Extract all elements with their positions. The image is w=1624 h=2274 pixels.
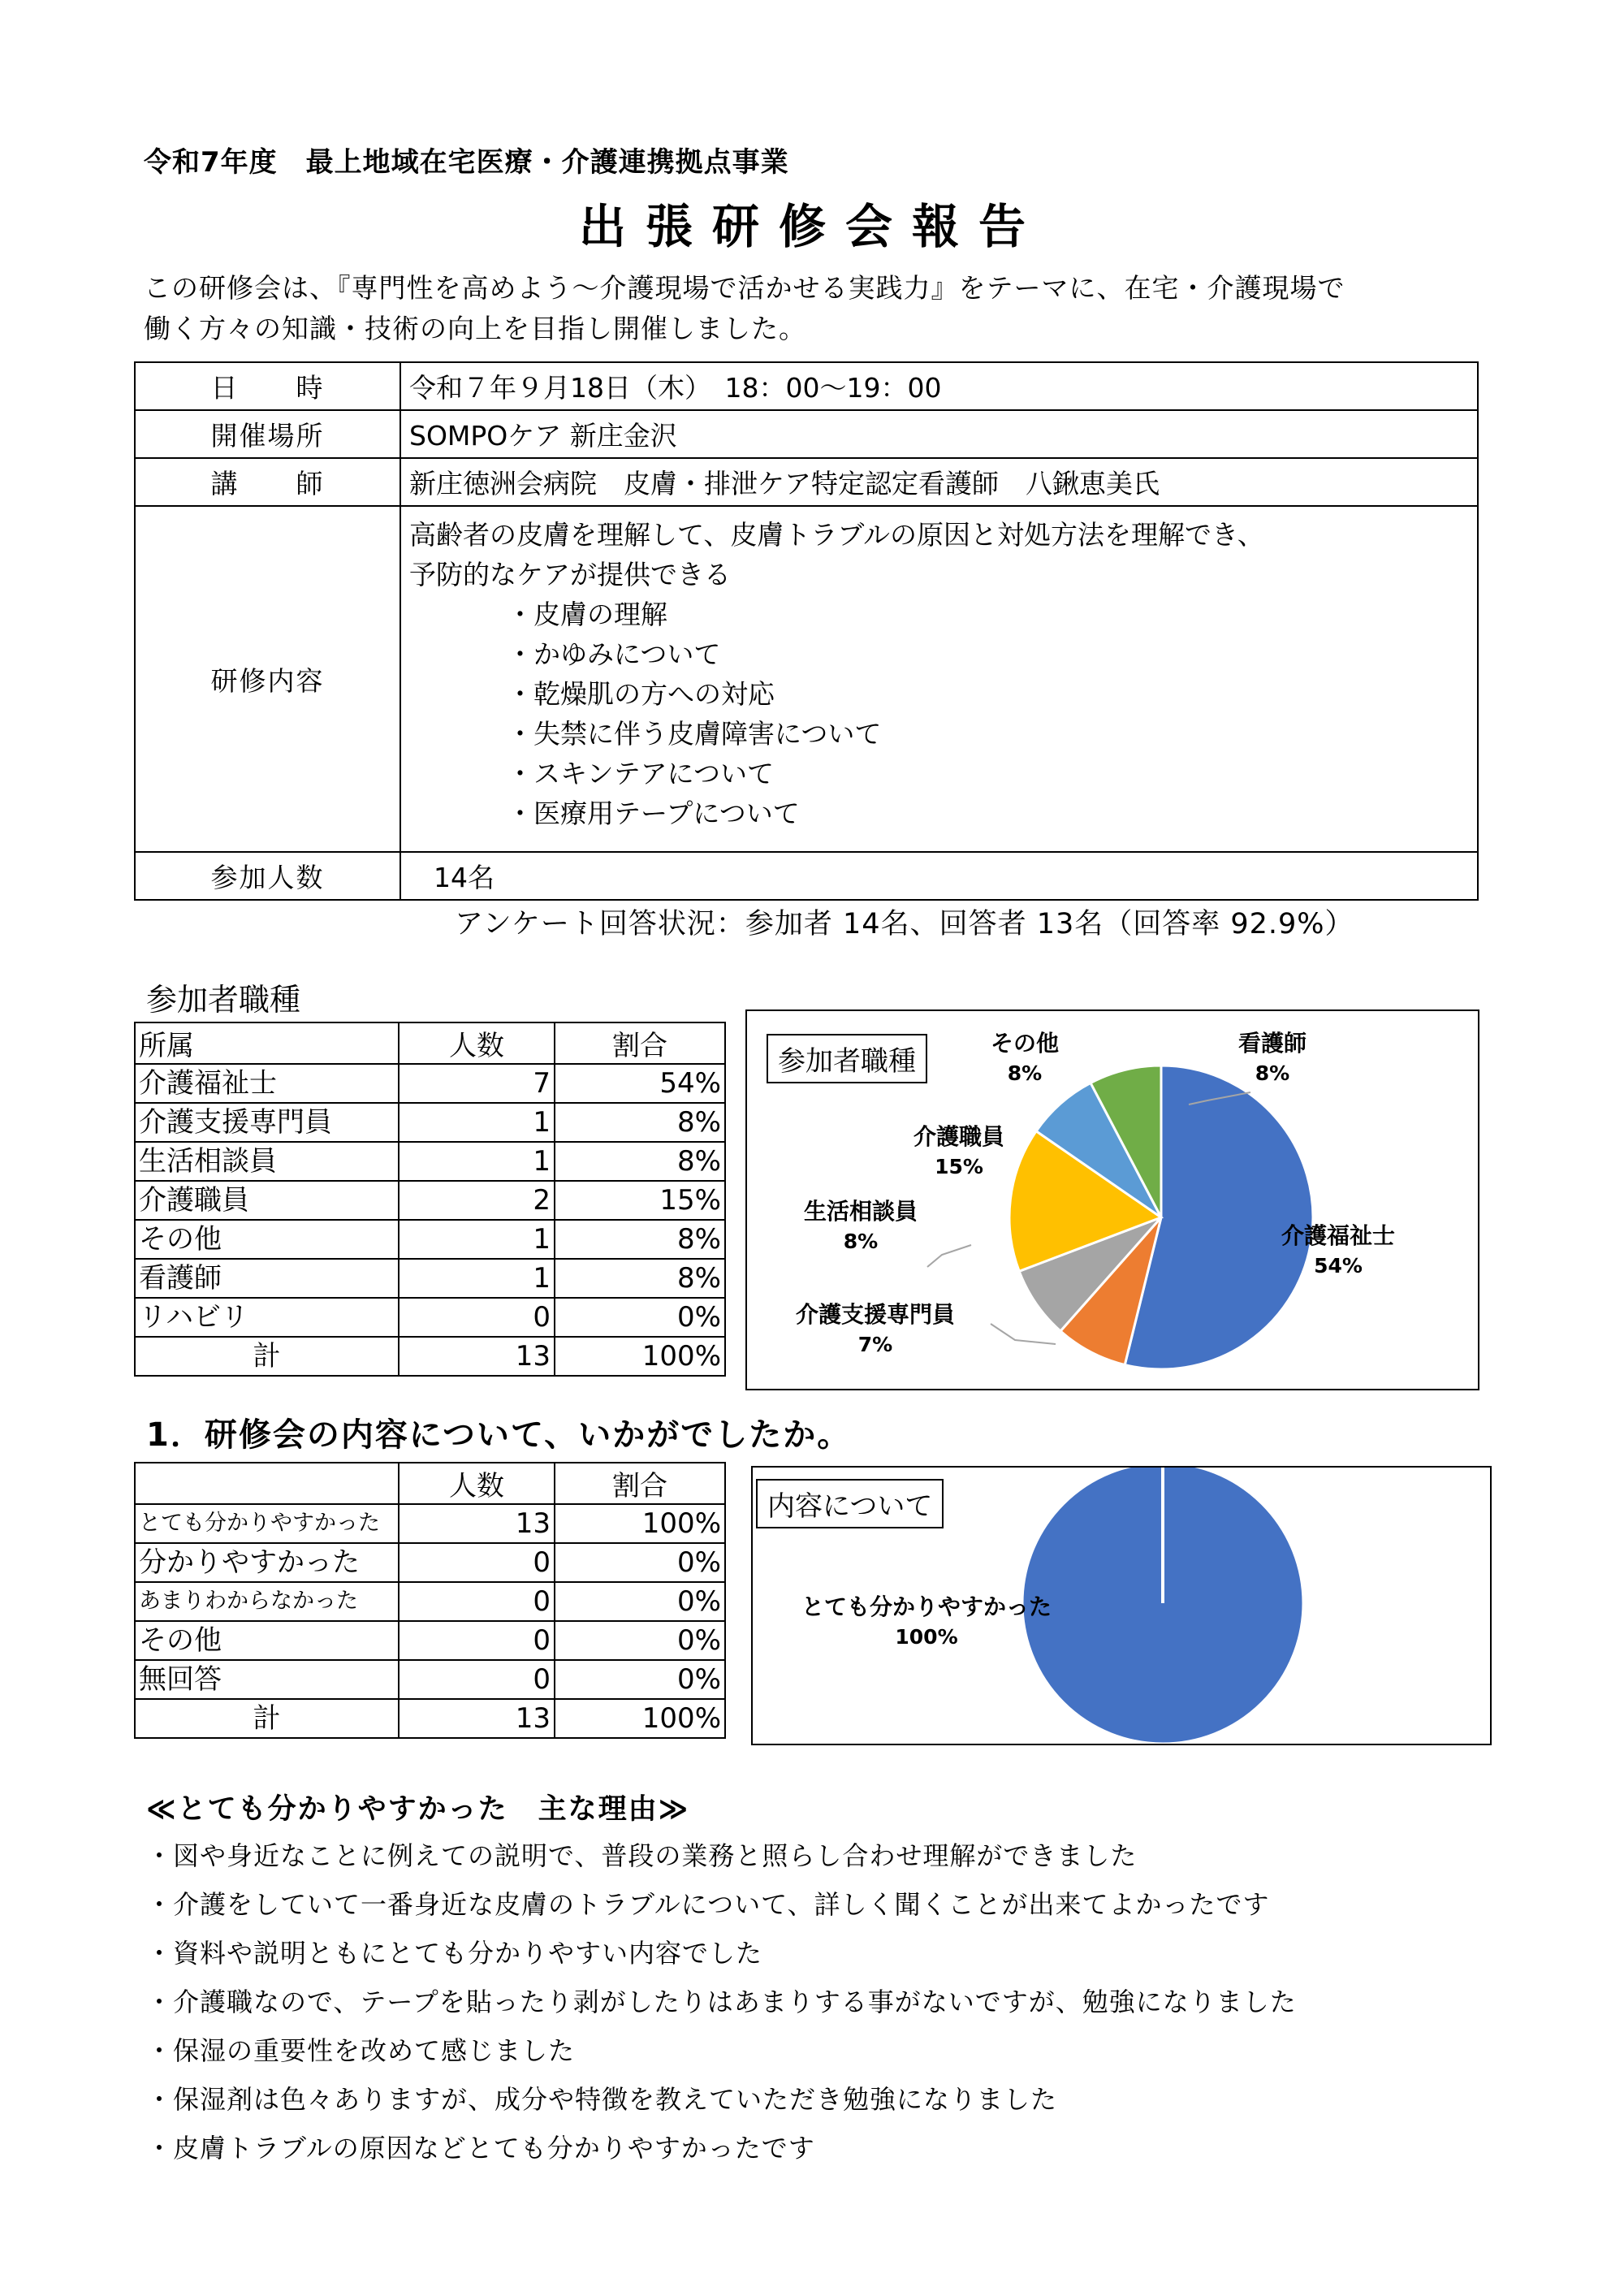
question1-table: [134, 1462, 726, 1739]
participants-chart: [745, 1009, 1479, 1390]
list-item: ・介護をしていて一番身近な皮膚のトラブルについて、詳しく聞くことが出来てよかったです: [146, 1889, 1270, 1920]
cell-count: 1: [399, 1103, 555, 1142]
content-item: ・乾燥肌の方への対応: [507, 678, 775, 710]
chart-title: 内容について: [756, 1479, 944, 1528]
intro-line: この研修会は、『専門性を高めよう～介護現場で活かせる実践力』をテーマに、在宅・介護現場で: [144, 272, 1345, 304]
cell-answer: あまりわからなかった: [135, 1582, 399, 1621]
place-label: 開催場所: [135, 410, 400, 458]
table-header: 割合: [555, 1022, 725, 1064]
place-value: SOMPOケア 新庄金沢: [400, 410, 1478, 458]
date-label: 日 時: [135, 362, 400, 410]
cell-role: 生活相談員: [135, 1142, 399, 1181]
table-row: [135, 1543, 725, 1582]
list-item: ・図や身近なことに例えての説明で、普段の業務と照らし合わせ理解ができました: [146, 1840, 1138, 1871]
cell-count: 0: [399, 1621, 555, 1660]
cell-role: 介護支援専門員: [135, 1103, 399, 1142]
participants-section-label: 参加者職種: [146, 982, 301, 1018]
pie-label-kaigo-shokuin: [914, 1119, 1004, 1178]
cell-total-count: 13: [399, 1699, 555, 1738]
table-header: 人数: [399, 1022, 555, 1064]
cell-role: リハビリ: [135, 1298, 399, 1337]
label-pct: 8%: [843, 1230, 879, 1253]
list-item: ・保湿剤は色々ありますが、成分や特徴を教えていただき勉強になりました: [146, 2084, 1058, 2115]
list-item: ・皮膚トラブルの原因などとても分かりやすかったです: [146, 2133, 815, 2164]
table-row: [135, 1621, 725, 1660]
label-pct: 8%: [1255, 1061, 1290, 1085]
content-item: ・かゆみについて: [507, 638, 721, 670]
leader-line: [927, 1245, 971, 1267]
cell-pct: 8%: [555, 1220, 725, 1259]
table-header: [135, 1463, 399, 1504]
cell-pct: 8%: [555, 1103, 725, 1142]
cell-count: 1: [399, 1142, 555, 1181]
table-row: [135, 1298, 725, 1337]
cell-count: 1: [399, 1259, 555, 1298]
reasons-list: [146, 1831, 1297, 2172]
table-row: [135, 1064, 725, 1103]
label-name: 介護福祉士: [1281, 1222, 1396, 1249]
cell-pct: 0%: [555, 1660, 725, 1699]
survey-status: アンケート回答状況：参加者 14名、回答者 13名（回答率 92.9%）: [455, 908, 1354, 940]
cell-pct: 15%: [555, 1181, 725, 1220]
cell-role: 介護職員: [135, 1181, 399, 1220]
cell-role: 看護師: [135, 1259, 399, 1298]
pie-label-very-clear: [801, 1589, 1052, 1649]
cell-total-count: 13: [399, 1337, 555, 1376]
pie-label-sonota: [991, 1026, 1059, 1085]
label-pct: 7%: [857, 1333, 893, 1356]
list-item: ・保湿の重要性を改めて感じました: [146, 2035, 576, 2066]
table-header: 所属: [135, 1022, 399, 1064]
lecturer-value: 新庄徳洲会病院 皮膚・排泄ケア特定認定看護師 八鍬恵美氏: [400, 458, 1478, 506]
cell-answer: 分かりやすかった: [135, 1543, 399, 1582]
reasons-heading: ≪とても分かりやすかった 主な理由≫: [146, 1793, 690, 1826]
cell-pct: 100%: [555, 1504, 725, 1543]
pie-label-kangoshi: [1238, 1026, 1307, 1085]
content-item: ・失禁に伴う皮膚障害について: [507, 718, 882, 750]
count-value: 14名: [400, 852, 1478, 900]
label-pct: 54%: [1314, 1254, 1363, 1278]
cell-count: 2: [399, 1181, 555, 1220]
participants-table: [134, 1022, 726, 1377]
pie-label-kaigo-fukushi: [1281, 1218, 1395, 1278]
cell-answer: 無回答: [135, 1660, 399, 1699]
label-name: 介護支援専門員: [796, 1301, 956, 1328]
cell-count: 0: [399, 1582, 555, 1621]
table-row: [135, 1259, 725, 1298]
count-label: 参加人数: [135, 852, 400, 900]
cell-count: 0: [399, 1660, 555, 1699]
table-total-row: [135, 1699, 725, 1738]
chart-title: 参加者職種: [767, 1034, 927, 1083]
cell-pct: 0%: [555, 1582, 725, 1621]
content-line: 高齢者の皮膚を理解して、皮膚トラブルの原因と対処方法を理解でき、: [409, 519, 1264, 551]
content-item: ・医療用テープについて: [507, 798, 800, 829]
label-pct: 15%: [935, 1155, 983, 1178]
cell-total-pct: 100%: [555, 1699, 725, 1738]
label-pct: 8%: [1007, 1061, 1043, 1085]
page-title: 出張研修会報告: [578, 199, 1045, 254]
table-row: [135, 1142, 725, 1181]
label-name: 看護師: [1238, 1030, 1307, 1057]
table-header: 人数: [399, 1463, 555, 1504]
table-row: [135, 1660, 725, 1699]
cell-count: 7: [399, 1064, 555, 1103]
intro-line: 働く方々の知識・技術の向上を目指し開催しました。: [144, 313, 806, 344]
cell-answer: とても分かりやすかった: [135, 1504, 399, 1543]
content-line: 予防的なケアが提供できる: [409, 559, 731, 590]
cell-pct: 54%: [555, 1064, 725, 1103]
table-row: [135, 1504, 725, 1543]
cell-answer: その他: [135, 1621, 399, 1660]
cell-total-label: 計: [135, 1337, 399, 1376]
pie-label-kaigo-shien: [796, 1297, 955, 1356]
table-row: [135, 1181, 725, 1220]
table-header: 割合: [555, 1463, 725, 1504]
label-name: とても分かりやすかった: [801, 1593, 1052, 1620]
cell-pct: 8%: [555, 1142, 725, 1181]
cell-pct: 8%: [555, 1259, 725, 1298]
cell-count: 0: [399, 1543, 555, 1582]
cell-count: 0: [399, 1298, 555, 1337]
cell-total-pct: 100%: [555, 1337, 725, 1376]
content-chart: [751, 1466, 1492, 1745]
question1-heading: 1．研修会の内容について、いかがでしたか。: [146, 1416, 852, 1454]
header-line: 令和7年度 最上地域在宅医療・介護連携拠点事業: [144, 146, 789, 179]
content-label: 研修内容: [135, 506, 400, 852]
cell-count: 13: [399, 1504, 555, 1543]
label-name: その他: [991, 1030, 1060, 1057]
content-value: [400, 506, 1478, 852]
cell-pct: 0%: [555, 1543, 725, 1582]
cell-total-label: 計: [135, 1699, 399, 1738]
cell-role: その他: [135, 1220, 399, 1259]
leader-line: [991, 1324, 1056, 1344]
cell-role: 介護福祉士: [135, 1064, 399, 1103]
table-row: [135, 1220, 725, 1259]
cell-pct: 0%: [555, 1621, 725, 1660]
table-row: [135, 1103, 725, 1142]
label-name: 介護職員: [914, 1123, 1005, 1150]
pie-label-seikatsu: [804, 1194, 918, 1253]
label-pct: 100%: [895, 1625, 958, 1649]
list-item: ・資料や説明ともにとても分かりやすい内容でした: [146, 1938, 763, 1969]
content-item: ・皮膚の理解: [507, 599, 667, 630]
cell-pct: 0%: [555, 1298, 725, 1337]
table-row: [135, 1582, 725, 1621]
info-table: [134, 361, 1479, 901]
content-item: ・スキンテアについて: [507, 758, 775, 789]
table-total-row: [135, 1337, 725, 1376]
list-item: ・介護職なので、テープを貼ったり剥がしたりはあまりする事がないですが、勉強になりました: [146, 1987, 1297, 2017]
date-value: 令和７年９月18日（木） 18：00～19：00: [400, 362, 1478, 410]
label-name: 生活相談員: [804, 1198, 918, 1225]
lecturer-label: 講 師: [135, 458, 400, 506]
intro-text: [144, 268, 1492, 349]
cell-count: 1: [399, 1220, 555, 1259]
